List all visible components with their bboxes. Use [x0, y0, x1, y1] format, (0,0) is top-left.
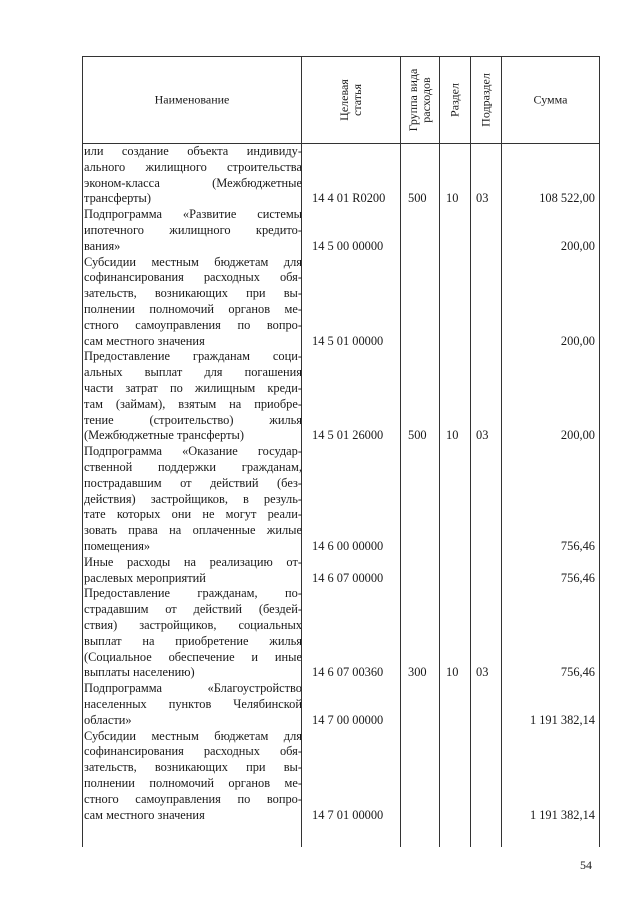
row-name — [84, 586, 302, 681]
table-row — [82, 144, 599, 207]
row-name-line: зательств, возникающих при вы- — [84, 286, 302, 301]
row-group: 500 — [408, 428, 427, 443]
row-sum: 1 191 382,14 — [529, 807, 595, 822]
row-section: 10 — [446, 191, 459, 206]
header-section — [439, 56, 470, 144]
row-name-line: (Межбюджетные трансферты) — [84, 428, 244, 443]
row-name-line: зательств, возникающих при вы- — [84, 760, 302, 775]
header-name-text: Наименование — [154, 92, 230, 107]
header-section-text: Раздел — [447, 83, 462, 117]
header-name — [82, 56, 301, 144]
row-sum: 756,46 — [560, 570, 595, 585]
column-divider — [599, 56, 600, 847]
row-sum: 1 191 382,14 — [529, 712, 595, 727]
row-name-line: вания» — [84, 238, 121, 253]
row-section: 10 — [446, 665, 459, 680]
table-row — [82, 681, 599, 728]
row-name — [84, 255, 302, 350]
row-name-line: стного самоуправления по вопро- — [84, 317, 302, 332]
row-code: 14 6 00 00000 — [312, 538, 384, 553]
row-name-line: выплаты населению) — [84, 665, 195, 680]
row-code: 14 5 01 00000 — [312, 333, 384, 348]
header-subsection — [470, 56, 501, 144]
row-name-line: трансферты) — [84, 191, 151, 206]
header-subsection-text: Подраздел — [478, 73, 493, 127]
row-name-line: действия) застройщиков, в резуль- — [84, 491, 302, 506]
row-name — [84, 349, 302, 444]
row-name — [84, 207, 302, 254]
row-name-line: полнении полномочий органов ме- — [84, 775, 302, 790]
table-row — [82, 255, 599, 350]
row-sum: 200,00 — [560, 428, 595, 443]
row-name — [84, 729, 302, 824]
row-name-line: Иные расходы на реализацию от- — [84, 554, 302, 569]
row-name-line: Подпрограмма «Благоустройство — [84, 681, 302, 696]
row-name-line: сам местного значения — [84, 807, 205, 822]
row-name-line: ственной поддержки гражданам, — [84, 459, 302, 474]
row-code: 14 6 07 00360 — [312, 665, 384, 680]
page-number: 54 — [580, 858, 592, 872]
row-name-line: там (займам), взятым на приобре- — [84, 396, 302, 411]
row-code: 14 7 01 00000 — [312, 807, 384, 822]
row-sum: 756,46 — [560, 538, 595, 553]
row-name-line: Предоставление гражданам соци- — [84, 349, 302, 364]
row-sum: 200,00 — [560, 238, 595, 253]
row-name-line: эконом-класса (Межбюджетные — [84, 175, 302, 190]
table-row — [82, 349, 599, 444]
row-name-line: ального жилищного строительства — [84, 159, 302, 174]
row-name-line: альных выплат для погашения — [84, 365, 302, 380]
row-name — [84, 555, 302, 587]
row-code: 14 5 00 00000 — [312, 238, 384, 253]
row-sum: 756,46 — [560, 665, 595, 680]
row-name-line: зовать права на оплаченные жилые — [84, 523, 302, 538]
row-name-line: Подпрограмма «Оказание государ- — [84, 444, 302, 459]
row-name-line: части затрат по жилищным креди- — [84, 380, 302, 395]
row-code: 14 7 00 00000 — [312, 712, 384, 727]
row-subsection: 03 — [476, 191, 489, 206]
header-sum-text: Сумма — [533, 92, 568, 107]
row-name-line: ипотечного жилищного кредито- — [84, 222, 302, 237]
table-row — [82, 207, 599, 254]
row-name-line: раслевых мероприятий — [84, 570, 206, 585]
header-group-text: Группа вида расходов — [406, 68, 433, 132]
row-name-line: Субсидии местным бюджетам для — [84, 728, 302, 743]
header-group — [400, 56, 439, 144]
row-name-line: стного самоуправления по вопро- — [84, 791, 302, 806]
row-section: 10 — [446, 428, 459, 443]
row-name-line: софинансирования расходных обя- — [84, 744, 302, 759]
header-sum — [501, 56, 600, 144]
header-code — [301, 56, 400, 144]
row-code: 14 6 07 00000 — [312, 570, 384, 585]
row-group: 300 — [408, 665, 427, 680]
row-name-line: полнении полномочий органов ме- — [84, 301, 302, 316]
row-name-line: области» — [84, 712, 132, 727]
header-code-text: Целевая статья — [337, 79, 364, 121]
budget-table — [82, 56, 599, 847]
row-sum: 108 522,00 — [539, 191, 595, 206]
row-sum: 200,00 — [560, 333, 595, 348]
row-name-line: пострадавшим от действий (без- — [84, 475, 302, 490]
row-name-line: тение (строительство) жилья — [84, 412, 302, 427]
row-name-line: или создание объекта индивиду- — [84, 144, 302, 158]
row-name-line: Предоставление гражданам, по- — [84, 586, 302, 601]
row-subsection: 03 — [476, 665, 489, 680]
row-name-line: Субсидии местным бюджетам для — [84, 254, 302, 269]
row-group: 500 — [408, 191, 427, 206]
table-row — [82, 586, 599, 681]
table-row — [82, 729, 599, 824]
table-row — [82, 555, 599, 587]
row-name-line: выплат на приобретение жилья — [84, 633, 302, 648]
row-name — [84, 144, 302, 207]
table-row — [82, 444, 599, 555]
row-name-line: населенных пунктов Челябинской — [84, 696, 302, 711]
row-name-line: помещения» — [84, 538, 151, 553]
row-code: 14 4 01 R0200 — [312, 191, 386, 206]
row-name-line: Подпрограмма «Развитие системы — [84, 207, 302, 222]
row-subsection: 03 — [476, 428, 489, 443]
row-name-line: (Социальное обеспечение и иные — [84, 649, 302, 664]
row-name-line: софинансирования расходных обя- — [84, 270, 302, 285]
row-name — [84, 444, 302, 555]
row-name-line: ствия) застройщиков, социальных — [84, 617, 302, 632]
row-code: 14 5 01 26000 — [312, 428, 384, 443]
row-name-line: страдавшим от действий (бездей- — [84, 602, 302, 617]
row-name-line: тате которых они не могут реали- — [84, 507, 302, 522]
row-name-line: сам местного значения — [84, 333, 205, 348]
row-name — [84, 681, 302, 728]
